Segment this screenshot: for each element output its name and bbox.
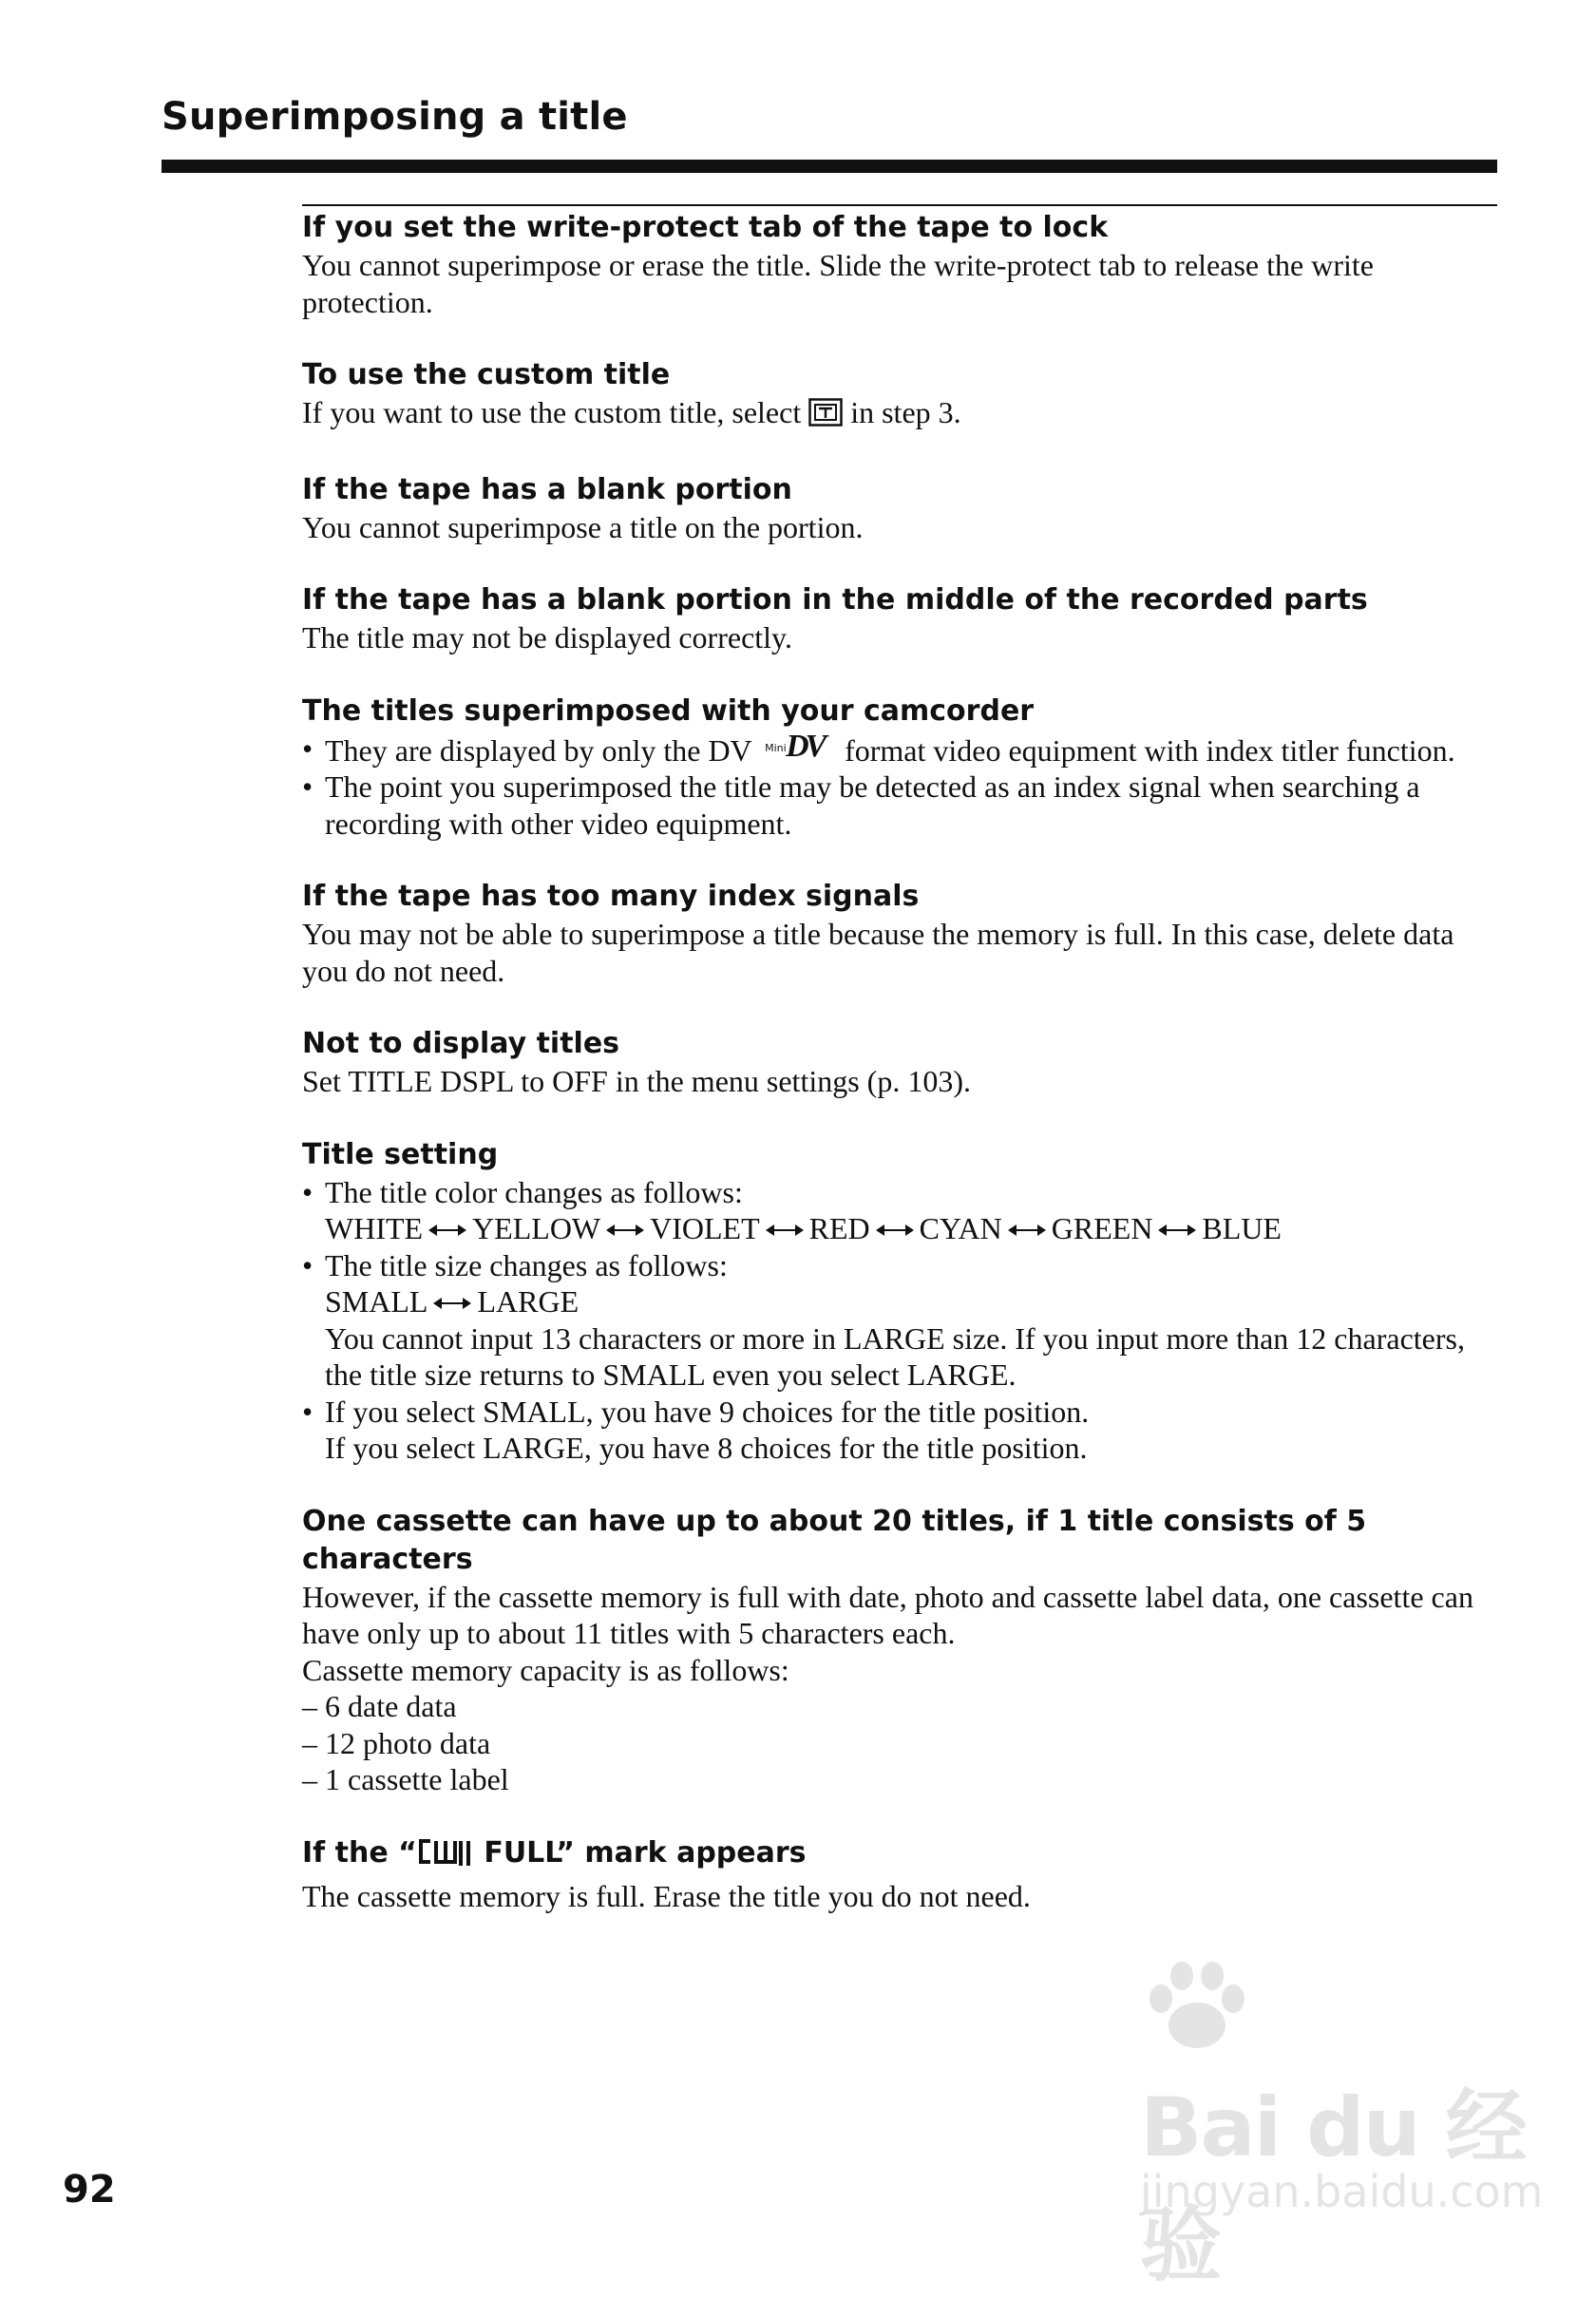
heading-text-after: FULL” mark appears (473, 1835, 807, 1870)
section-body (302, 394, 1501, 435)
size-note: You cannot input 13 characters or more in LARGE size. If you input more than 12 characters, the title size returns to SMALL even you select LARGE. (325, 1320, 1465, 1392)
section-heading: If the tape has a blank portion in the middle of the recorded parts (302, 583, 1368, 617)
section-body: Set TITLE DSPL to OFF in the menu settings (p. 103). (302, 1064, 971, 1098)
bullet-text: The title color changes as follows: (325, 1174, 743, 1209)
section-body: However, if the cassette memory is full with date, photo and cassette label data, one cassette can have only up to about 11 titles with 5 characters each. (302, 1579, 1473, 1650)
bullet-continuation: If you select LARGE, you have 8 choices for the title position. (325, 1431, 1088, 1465)
section-heading: Title setting (302, 1137, 499, 1171)
section-heading: Not to display titles (302, 1027, 620, 1060)
bidirectional-arrow-icon (1158, 1224, 1196, 1237)
bullet-text: The title size changes as follows: (325, 1247, 728, 1282)
bullet-text: The point you superimposed the title may be detected as an index signal when searching a recording with other video equipment. (325, 769, 1420, 841)
section-heading: The titles superimposed with your camcorder (302, 693, 1035, 728)
heading-text-before: If the “ (302, 1835, 417, 1870)
logo-mini-text: Mini (765, 741, 787, 754)
section-body: You may not be able to superimpose a title because the memory is full. In this case, delete data you do not need. (302, 917, 1454, 988)
section-heading: If the tape has too many index signals (302, 880, 920, 913)
minidv-logo-icon (759, 728, 837, 764)
bullet-symbol: • (302, 1174, 314, 1209)
bidirectional-arrow-icon (428, 1224, 466, 1237)
bullet-symbol: • (302, 1394, 314, 1429)
bullet-symbol: • (302, 769, 314, 804)
color-sequence (302, 1210, 1501, 1247)
section-body: You cannot superimpose or erase the title. Slide the write-protect tab to release the write protection. (302, 248, 1374, 319)
section-blank-portion-middle (302, 581, 1501, 656)
bidirectional-arrow-icon (433, 1297, 471, 1310)
section-body: The cassette memory is full. Erase the title you do not need. (302, 1878, 1031, 1913)
list-item: – 12 photo data (302, 1725, 491, 1760)
section-index-signals (302, 878, 1501, 989)
section-heading: To use the custom title (302, 358, 671, 391)
color-option-white: WHITE (325, 1211, 424, 1245)
page-number: 92 (63, 2168, 116, 2212)
size-sequence (302, 1283, 1501, 1320)
list-item: – 6 date data (302, 1689, 457, 1723)
bullet-item (302, 728, 1501, 769)
paw-icon (1140, 1957, 1254, 2061)
bullet-item (302, 1247, 1501, 1284)
color-option-blue: BLUE (1202, 1211, 1282, 1245)
watermark-url: jingyan.baidu.com (1140, 2166, 1544, 2217)
bullet-text: If you select SMALL, you have 9 choices for the title position. (325, 1394, 1090, 1429)
section-body: Cassette memory capacity is as follows: (302, 1652, 789, 1687)
bullet-item (302, 1174, 1501, 1211)
section-heading (302, 1834, 1501, 1878)
section-heading: One cassette can have up to about 20 titles, if 1 title consists of 5 characters (302, 1504, 1367, 1576)
bidirectional-arrow-icon (1008, 1224, 1046, 1237)
bullet-text-after: format video equipment with index titler function. (845, 732, 1455, 768)
section-blank-portion (302, 471, 1501, 546)
color-option-red: RED (808, 1211, 870, 1245)
section-camcorder-titles (302, 693, 1501, 843)
watermark-brand: Bai du 经验 (1140, 2080, 1526, 2293)
bullet-item (302, 769, 1501, 842)
content (302, 209, 1501, 1950)
bidirectional-arrow-icon (876, 1224, 914, 1237)
bullet-symbol: • (302, 731, 314, 766)
section-custom-title (302, 356, 1501, 435)
section-heading: If you set the write-protect tab of the tape to lock (302, 211, 1109, 244)
section-not-display (302, 1025, 1501, 1100)
section-body: You cannot superimpose a title on the portion. (302, 509, 864, 544)
section-write-protect (302, 209, 1501, 320)
color-option-yellow: YELLOW (472, 1211, 601, 1245)
logo-dv-text: DV (786, 728, 824, 764)
color-option-green: GREEN (1051, 1211, 1153, 1245)
title-rule (162, 160, 1497, 173)
body-text-after: in step 3. (850, 395, 961, 429)
bullet-text-before: They are displayed by only the DV (325, 732, 752, 768)
section-full-mark (302, 1834, 1501, 1915)
cassette-memory-icon (417, 1837, 474, 1878)
baidu-watermark (1140, 1957, 1544, 2293)
size-option-small: SMALL (325, 1284, 428, 1319)
custom-title-icon (808, 398, 843, 435)
size-option-large: LARGE (477, 1284, 580, 1319)
section-body: The title may not be displayed correctly. (302, 620, 792, 655)
page-title: Superimposing a title (162, 95, 628, 139)
list-item: – 1 cassette label (302, 1762, 509, 1796)
color-option-cyan: CYAN (919, 1211, 1002, 1245)
bidirectional-arrow-icon (606, 1224, 644, 1237)
bullet-item (302, 1394, 1501, 1431)
section-heading: If the tape has a blank portion (302, 472, 792, 506)
section-cassette-capacity (302, 1503, 1501, 1798)
bidirectional-arrow-icon (766, 1224, 804, 1237)
body-text-before: If you want to use the custom title, select (302, 395, 802, 429)
bullet-symbol: • (302, 1247, 314, 1282)
section-title-setting (302, 1136, 1501, 1467)
color-option-violet: VIOLET (650, 1211, 760, 1245)
section-rule (302, 204, 1497, 206)
